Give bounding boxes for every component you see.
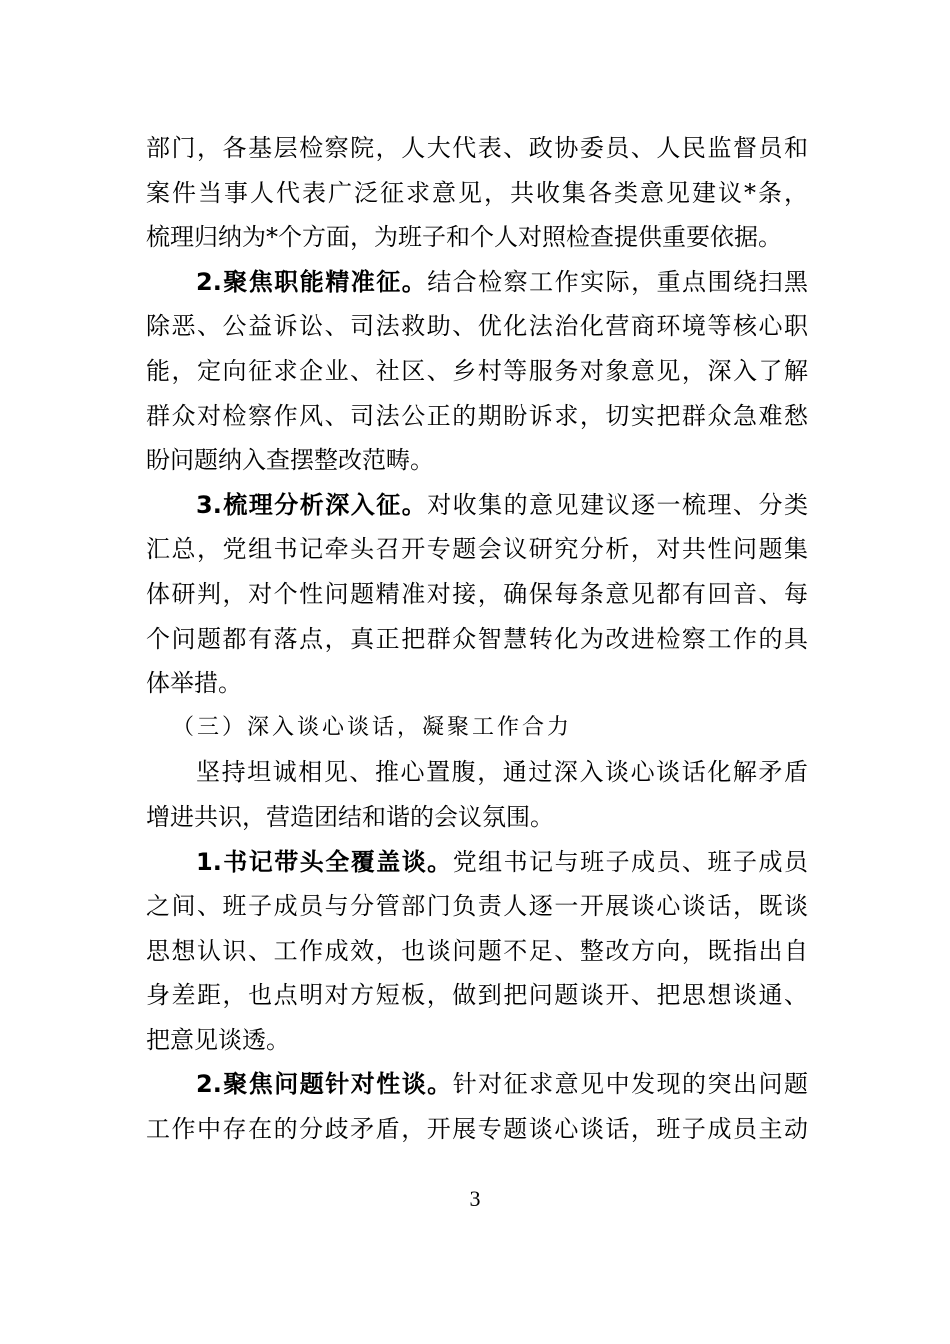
paragraph-text: 党组书记与班子成员、班子成员 — [452, 847, 809, 876]
paragraph-continuation — [146, 126, 808, 260]
paragraph-lead-heading: 3.梳理分析深入征。 — [196, 490, 428, 519]
text-line: 之间、班子成员与分管部门负责人逐一开展谈心谈话，既谈 — [146, 892, 808, 921]
text-line — [146, 483, 808, 528]
paragraph-lead-heading: 1.书记带头全覆盖谈。 — [196, 847, 453, 876]
text-line: 工作中存在的分歧矛盾，开展专题谈心谈话，班子成员主动 — [146, 1115, 808, 1144]
text-line: 汇总，党组书记牵头召开专题会议研究分析，对共性问题集 — [146, 535, 808, 564]
text-line: 群众对检察作风、司法公正的期盼诉求，切实把群众急难愁 — [146, 401, 808, 430]
document-page-body — [146, 126, 808, 1152]
text-line — [146, 260, 808, 305]
text-line: 身差距，也点明对方短板，做到把问题谈开、把思想谈通、 — [146, 981, 808, 1010]
text-line: 体举措。 — [146, 669, 242, 698]
paragraph-lead-heading: 2.聚焦问题针对性谈。 — [196, 1070, 453, 1099]
text-line: 梳理归纳为*个方面，为班子和个人对照检查提供重要依据。 — [146, 223, 782, 252]
text-line: 思想认识、工作成效，也谈问题不足、整改方向，既指出自 — [146, 936, 808, 965]
text-line: 能，定向征求企业、社区、乡村等服务对象意见，深入了解 — [146, 356, 808, 385]
text-line: 体研判，对个性问题精准对接，确保每条意见都有回音、每 — [146, 579, 808, 608]
paragraph-lead-heading: 2.聚焦职能精准征。 — [196, 267, 428, 296]
text-line: 除恶、公益诉讼、司法救助、优化法治化营商环境等核心职 — [146, 312, 808, 341]
text-line: 盼问题纳入查摆整改范畴。 — [146, 446, 434, 475]
text-line: 坚持坦诚相见、推心置腹，通过深入谈心谈话化解矛盾 — [196, 758, 808, 787]
paragraph-text: 对收集的意见建议逐一梳理、分类 — [427, 490, 808, 519]
paragraph-targeted-talks — [146, 1062, 808, 1151]
text-line: 个问题都有落点，真正把群众智慧转化为改进检察工作的具 — [146, 624, 808, 653]
text-line — [146, 840, 808, 885]
text-line: 把意见谈透。 — [146, 1025, 290, 1054]
text-line: 增进共识，营造团结和谐的会议氛围。 — [146, 802, 554, 831]
paragraph-intro — [146, 750, 808, 839]
paragraph-analysis — [146, 483, 808, 706]
paragraph-secretary-talks — [146, 840, 808, 1063]
text-line: 部门，各基层检察院，人大代表、政协委员、人民监督员和 — [146, 134, 808, 162]
page-number: 3 — [469, 1186, 481, 1211]
paragraph-focus-function — [146, 260, 808, 483]
text-line — [146, 1062, 808, 1107]
paragraph-text: 结合检察工作实际，重点围绕扫黑 — [427, 267, 808, 296]
section-heading: （三）深入谈心谈话，凝聚工作合力 — [172, 714, 573, 740]
paragraph-text: 针对征求意见中发现的突出问题 — [452, 1070, 809, 1099]
text-line: 案件当事人代表广泛征求意见，共收集各类意见建议*条， — [146, 178, 808, 207]
